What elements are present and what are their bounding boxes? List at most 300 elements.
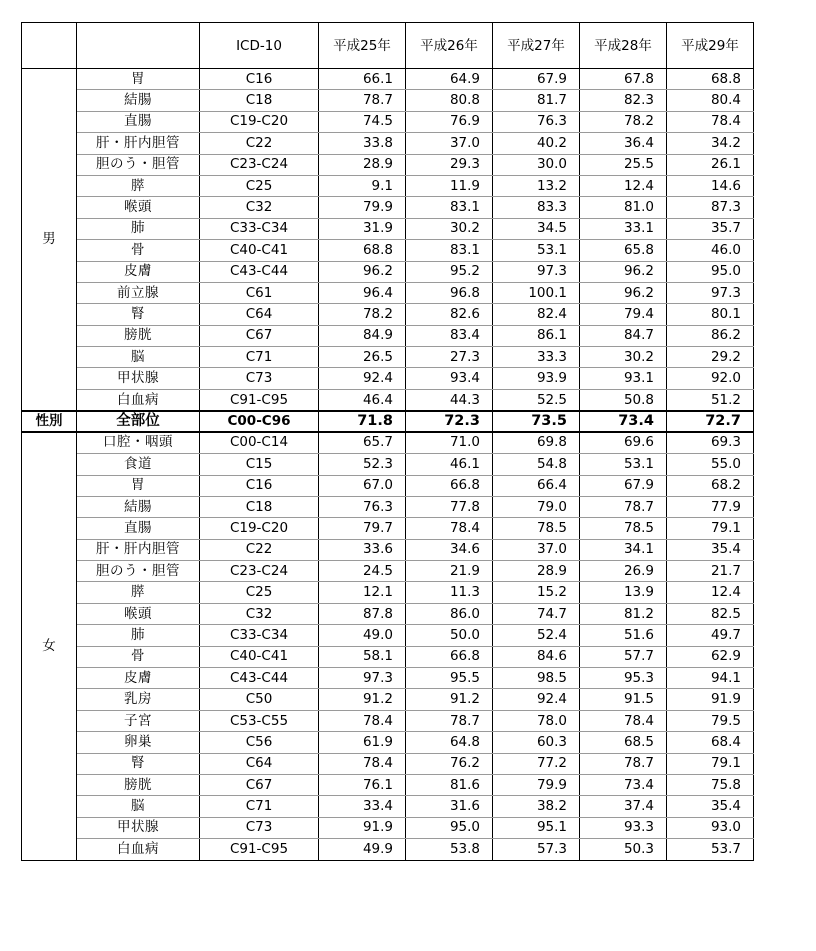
table-row (22, 582, 754, 603)
value-cell: 53.1 (580, 454, 667, 475)
value-cell: 44.3 (406, 389, 493, 411)
value-cell: 96.2 (580, 261, 667, 282)
value-cell: 74.7 (493, 603, 580, 624)
table-row (22, 69, 754, 90)
value-cell: 83.4 (406, 325, 493, 346)
icd-cell: C18 (200, 496, 319, 517)
site-cell: 肺 (77, 625, 200, 646)
icd-cell: C91-C95 (200, 389, 319, 411)
value-cell: 92.4 (319, 368, 406, 389)
value-cell: 97.3 (667, 282, 754, 303)
value-cell: 77.8 (406, 496, 493, 517)
header-year: 平成26年 (406, 23, 493, 69)
value-cell: 21.7 (667, 561, 754, 582)
site-cell: 直腸 (77, 518, 200, 539)
value-cell: 79.1 (667, 518, 754, 539)
value-cell: 66.4 (493, 475, 580, 496)
value-cell: 96.2 (319, 261, 406, 282)
value-cell: 30.0 (493, 154, 580, 175)
table-row (22, 603, 754, 624)
site-cell: 腎 (77, 753, 200, 774)
total-value-cell: 72.3 (406, 411, 493, 432)
value-cell: 83.3 (493, 197, 580, 218)
value-cell: 79.0 (493, 496, 580, 517)
value-cell: 78.7 (406, 710, 493, 731)
value-cell: 66.8 (406, 646, 493, 667)
icd-cell: C16 (200, 475, 319, 496)
sex-label-female: 女 (22, 432, 77, 860)
survival-rate-table (21, 22, 754, 861)
table-row (22, 218, 754, 239)
value-cell: 25.5 (580, 154, 667, 175)
value-cell: 77.2 (493, 753, 580, 774)
value-cell: 86.0 (406, 603, 493, 624)
table-row (22, 839, 754, 860)
site-cell: 食道 (77, 454, 200, 475)
table-row (22, 197, 754, 218)
site-cell: 直腸 (77, 111, 200, 132)
site-cell: 胃 (77, 475, 200, 496)
table-row (22, 154, 754, 175)
value-cell: 96.4 (319, 282, 406, 303)
value-cell: 57.3 (493, 839, 580, 860)
table-row (22, 817, 754, 838)
value-cell: 79.1 (667, 753, 754, 774)
value-cell: 50.8 (580, 389, 667, 411)
total-value-cell: 73.4 (580, 411, 667, 432)
table-row (22, 432, 754, 454)
value-cell: 79.5 (667, 710, 754, 731)
value-cell: 38.2 (493, 796, 580, 817)
icd-cell: C25 (200, 582, 319, 603)
value-cell: 78.4 (667, 111, 754, 132)
value-cell: 36.4 (580, 133, 667, 154)
value-cell: 83.1 (406, 197, 493, 218)
value-cell: 97.3 (493, 261, 580, 282)
value-cell: 98.5 (493, 668, 580, 689)
value-cell: 82.6 (406, 304, 493, 325)
icd-cell: C33-C34 (200, 625, 319, 646)
site-cell: 脳 (77, 796, 200, 817)
total-sex-label: 性別 (22, 411, 77, 432)
value-cell: 91.2 (406, 689, 493, 710)
value-cell: 78.2 (319, 304, 406, 325)
table-row (22, 133, 754, 154)
icd-cell: C43-C44 (200, 668, 319, 689)
value-cell: 81.6 (406, 775, 493, 796)
value-cell: 64.9 (406, 69, 493, 90)
site-cell: 喉頭 (77, 603, 200, 624)
value-cell: 35.7 (667, 218, 754, 239)
value-cell: 29.2 (667, 347, 754, 368)
total-value-cell: 71.8 (319, 411, 406, 432)
table-row (22, 90, 754, 111)
value-cell: 34.6 (406, 539, 493, 560)
table-row (22, 753, 754, 774)
icd-cell: C33-C34 (200, 218, 319, 239)
value-cell: 76.1 (319, 775, 406, 796)
value-cell: 95.5 (406, 668, 493, 689)
value-cell: 81.0 (580, 197, 667, 218)
icd-cell: C23-C24 (200, 561, 319, 582)
value-cell: 30.2 (406, 218, 493, 239)
value-cell: 84.9 (319, 325, 406, 346)
value-cell: 49.0 (319, 625, 406, 646)
site-cell: 卵巣 (77, 732, 200, 753)
value-cell: 92.0 (667, 368, 754, 389)
icd-cell: C71 (200, 347, 319, 368)
value-cell: 91.5 (580, 689, 667, 710)
value-cell: 13.2 (493, 175, 580, 196)
value-cell: 82.3 (580, 90, 667, 111)
value-cell: 54.8 (493, 454, 580, 475)
value-cell: 65.8 (580, 240, 667, 261)
value-cell: 91.2 (319, 689, 406, 710)
table-row (22, 304, 754, 325)
value-cell: 73.4 (580, 775, 667, 796)
value-cell: 24.5 (319, 561, 406, 582)
value-cell: 96.2 (580, 282, 667, 303)
value-cell: 86.1 (493, 325, 580, 346)
site-cell: 胃 (77, 69, 200, 90)
table-row (22, 796, 754, 817)
header-year: 平成29年 (667, 23, 754, 69)
value-cell: 82.5 (667, 603, 754, 624)
value-cell: 31.6 (406, 796, 493, 817)
header-icd: ICD-10 (200, 23, 319, 69)
value-cell: 28.9 (319, 154, 406, 175)
icd-cell: C64 (200, 304, 319, 325)
table-row (22, 775, 754, 796)
value-cell: 77.9 (667, 496, 754, 517)
value-cell: 86.2 (667, 325, 754, 346)
value-cell: 65.7 (319, 432, 406, 454)
table-row (22, 111, 754, 132)
value-cell: 93.9 (493, 368, 580, 389)
value-cell: 46.4 (319, 389, 406, 411)
icd-cell: C32 (200, 197, 319, 218)
value-cell: 66.8 (406, 475, 493, 496)
value-cell: 34.5 (493, 218, 580, 239)
value-cell: 37.4 (580, 796, 667, 817)
site-cell: 肺 (77, 218, 200, 239)
total-value-cell: 72.7 (667, 411, 754, 432)
value-cell: 78.7 (580, 496, 667, 517)
site-cell: 腎 (77, 304, 200, 325)
value-cell: 55.0 (667, 454, 754, 475)
icd-cell: C25 (200, 175, 319, 196)
table-row (22, 325, 754, 346)
value-cell: 15.2 (493, 582, 580, 603)
table-row (22, 368, 754, 389)
value-cell: 50.0 (406, 625, 493, 646)
value-cell: 84.6 (493, 646, 580, 667)
site-cell: 口腔・咽頭 (77, 432, 200, 454)
header-sex-cell (22, 23, 77, 69)
value-cell: 80.4 (667, 90, 754, 111)
icd-cell: C43-C44 (200, 261, 319, 282)
value-cell: 67.9 (493, 69, 580, 90)
value-cell: 29.3 (406, 154, 493, 175)
icd-cell: C18 (200, 90, 319, 111)
site-cell: 白血病 (77, 839, 200, 860)
header-site-cell (77, 23, 200, 69)
value-cell: 35.4 (667, 539, 754, 560)
table-row (22, 710, 754, 731)
value-cell: 83.1 (406, 240, 493, 261)
value-cell: 76.2 (406, 753, 493, 774)
value-cell: 74.5 (319, 111, 406, 132)
icd-cell: C19-C20 (200, 518, 319, 539)
value-cell: 95.2 (406, 261, 493, 282)
icd-cell: C71 (200, 796, 319, 817)
value-cell: 81.2 (580, 603, 667, 624)
value-cell: 69.3 (667, 432, 754, 454)
value-cell: 75.8 (667, 775, 754, 796)
icd-cell: C19-C20 (200, 111, 319, 132)
value-cell: 79.7 (319, 518, 406, 539)
value-cell: 28.9 (493, 561, 580, 582)
total-icd: C00-C96 (200, 411, 319, 432)
table-row (22, 625, 754, 646)
value-cell: 37.0 (493, 539, 580, 560)
icd-cell: C61 (200, 282, 319, 303)
value-cell: 53.7 (667, 839, 754, 860)
value-cell: 57.7 (580, 646, 667, 667)
icd-cell: C50 (200, 689, 319, 710)
value-cell: 78.5 (580, 518, 667, 539)
value-cell: 30.2 (580, 347, 667, 368)
value-cell: 84.7 (580, 325, 667, 346)
value-cell: 35.4 (667, 796, 754, 817)
value-cell: 79.9 (493, 775, 580, 796)
icd-cell: C32 (200, 603, 319, 624)
value-cell: 80.1 (667, 304, 754, 325)
icd-cell: C00-C14 (200, 432, 319, 454)
site-cell: 胆のう・胆管 (77, 154, 200, 175)
value-cell: 26.9 (580, 561, 667, 582)
table-row (22, 668, 754, 689)
value-cell: 76.3 (319, 496, 406, 517)
table-row (22, 646, 754, 667)
icd-cell: C22 (200, 133, 319, 154)
value-cell: 58.1 (319, 646, 406, 667)
site-cell: 結腸 (77, 90, 200, 111)
site-cell: 乳房 (77, 689, 200, 710)
value-cell: 87.3 (667, 197, 754, 218)
site-cell: 皮膚 (77, 261, 200, 282)
value-cell: 11.9 (406, 175, 493, 196)
site-cell: 脳 (77, 347, 200, 368)
site-cell: 骨 (77, 646, 200, 667)
value-cell: 78.7 (319, 90, 406, 111)
icd-cell: C16 (200, 69, 319, 90)
value-cell: 93.1 (580, 368, 667, 389)
icd-cell: C22 (200, 539, 319, 560)
table-row (22, 496, 754, 517)
value-cell: 27.3 (406, 347, 493, 368)
table-row (22, 539, 754, 560)
header-year: 平成27年 (493, 23, 580, 69)
value-cell: 68.2 (667, 475, 754, 496)
value-cell: 53.1 (493, 240, 580, 261)
site-cell: 前立腺 (77, 282, 200, 303)
value-cell: 26.5 (319, 347, 406, 368)
value-cell: 68.8 (319, 240, 406, 261)
site-cell: 甲状腺 (77, 368, 200, 389)
site-cell: 喉頭 (77, 197, 200, 218)
value-cell: 68.8 (667, 69, 754, 90)
value-cell: 68.5 (580, 732, 667, 753)
table-row (22, 175, 754, 196)
icd-cell: C73 (200, 368, 319, 389)
value-cell: 78.7 (580, 753, 667, 774)
value-cell: 52.4 (493, 625, 580, 646)
value-cell: 33.8 (319, 133, 406, 154)
value-cell: 46.0 (667, 240, 754, 261)
header-year: 平成28年 (580, 23, 667, 69)
value-cell: 14.6 (667, 175, 754, 196)
value-cell: 12.4 (580, 175, 667, 196)
table-row (22, 732, 754, 753)
table-row (22, 282, 754, 303)
value-cell: 69.6 (580, 432, 667, 454)
icd-cell: C40-C41 (200, 240, 319, 261)
value-cell: 76.9 (406, 111, 493, 132)
table-row (22, 240, 754, 261)
site-cell: 甲状腺 (77, 817, 200, 838)
value-cell: 12.4 (667, 582, 754, 603)
icd-cell: C56 (200, 732, 319, 753)
value-cell: 53.8 (406, 839, 493, 860)
value-cell: 49.7 (667, 625, 754, 646)
site-cell: 白血病 (77, 389, 200, 411)
value-cell: 87.8 (319, 603, 406, 624)
value-cell: 95.0 (406, 817, 493, 838)
value-cell: 13.9 (580, 582, 667, 603)
value-cell: 52.5 (493, 389, 580, 411)
sex-label-male: 男 (22, 69, 77, 412)
value-cell: 71.0 (406, 432, 493, 454)
value-cell: 64.8 (406, 732, 493, 753)
value-cell: 96.8 (406, 282, 493, 303)
value-cell: 97.3 (319, 668, 406, 689)
site-cell: 膵 (77, 582, 200, 603)
icd-cell: C40-C41 (200, 646, 319, 667)
value-cell: 40.2 (493, 133, 580, 154)
header-year: 平成25年 (319, 23, 406, 69)
site-cell: 骨 (77, 240, 200, 261)
value-cell: 93.3 (580, 817, 667, 838)
value-cell: 92.4 (493, 689, 580, 710)
icd-cell: C67 (200, 325, 319, 346)
value-cell: 51.2 (667, 389, 754, 411)
icd-cell: C15 (200, 454, 319, 475)
site-cell: 肝・肝内胆管 (77, 133, 200, 154)
icd-cell: C91-C95 (200, 839, 319, 860)
value-cell: 76.3 (493, 111, 580, 132)
value-cell: 33.1 (580, 218, 667, 239)
value-cell: 79.4 (580, 304, 667, 325)
site-cell: 子宮 (77, 710, 200, 731)
total-site: 全部位 (77, 411, 200, 432)
value-cell: 91.9 (667, 689, 754, 710)
value-cell: 94.1 (667, 668, 754, 689)
value-cell: 67.0 (319, 475, 406, 496)
value-cell: 11.3 (406, 582, 493, 603)
value-cell: 61.9 (319, 732, 406, 753)
value-cell: 46.1 (406, 454, 493, 475)
value-cell: 50.3 (580, 839, 667, 860)
value-cell: 34.1 (580, 539, 667, 560)
icd-cell: C23-C24 (200, 154, 319, 175)
value-cell: 78.2 (580, 111, 667, 132)
icd-cell: C64 (200, 753, 319, 774)
value-cell: 80.8 (406, 90, 493, 111)
value-cell: 31.9 (319, 218, 406, 239)
value-cell: 33.6 (319, 539, 406, 560)
value-cell: 81.7 (493, 90, 580, 111)
icd-cell: C73 (200, 817, 319, 838)
value-cell: 52.3 (319, 454, 406, 475)
value-cell: 82.4 (493, 304, 580, 325)
value-cell: 68.4 (667, 732, 754, 753)
value-cell: 49.9 (319, 839, 406, 860)
value-cell: 95.1 (493, 817, 580, 838)
total-row (22, 411, 754, 432)
table-row (22, 475, 754, 496)
site-cell: 膵 (77, 175, 200, 196)
site-cell: 肝・肝内胆管 (77, 539, 200, 560)
site-cell: 皮膚 (77, 668, 200, 689)
value-cell: 66.1 (319, 69, 406, 90)
value-cell: 93.0 (667, 817, 754, 838)
value-cell: 95.0 (667, 261, 754, 282)
table-row (22, 518, 754, 539)
value-cell: 78.4 (406, 518, 493, 539)
value-cell: 12.1 (319, 582, 406, 603)
value-cell: 78.5 (493, 518, 580, 539)
value-cell: 62.9 (667, 646, 754, 667)
total-value-cell: 73.5 (493, 411, 580, 432)
value-cell: 67.9 (580, 475, 667, 496)
site-cell: 膀胱 (77, 325, 200, 346)
site-cell: 結腸 (77, 496, 200, 517)
value-cell: 26.1 (667, 154, 754, 175)
value-cell: 93.4 (406, 368, 493, 389)
value-cell: 69.8 (493, 432, 580, 454)
table-row (22, 389, 754, 411)
value-cell: 37.0 (406, 133, 493, 154)
value-cell: 34.2 (667, 133, 754, 154)
table-row (22, 261, 754, 282)
value-cell: 100.1 (493, 282, 580, 303)
table-row (22, 561, 754, 582)
table-row (22, 347, 754, 368)
icd-cell: C53-C55 (200, 710, 319, 731)
header-row (22, 23, 754, 69)
value-cell: 21.9 (406, 561, 493, 582)
table-row (22, 454, 754, 475)
value-cell: 9.1 (319, 175, 406, 196)
icd-cell: C67 (200, 775, 319, 796)
value-cell: 78.0 (493, 710, 580, 731)
table-row (22, 689, 754, 710)
value-cell: 60.3 (493, 732, 580, 753)
value-cell: 67.8 (580, 69, 667, 90)
site-cell: 膀胱 (77, 775, 200, 796)
site-cell: 胆のう・胆管 (77, 561, 200, 582)
